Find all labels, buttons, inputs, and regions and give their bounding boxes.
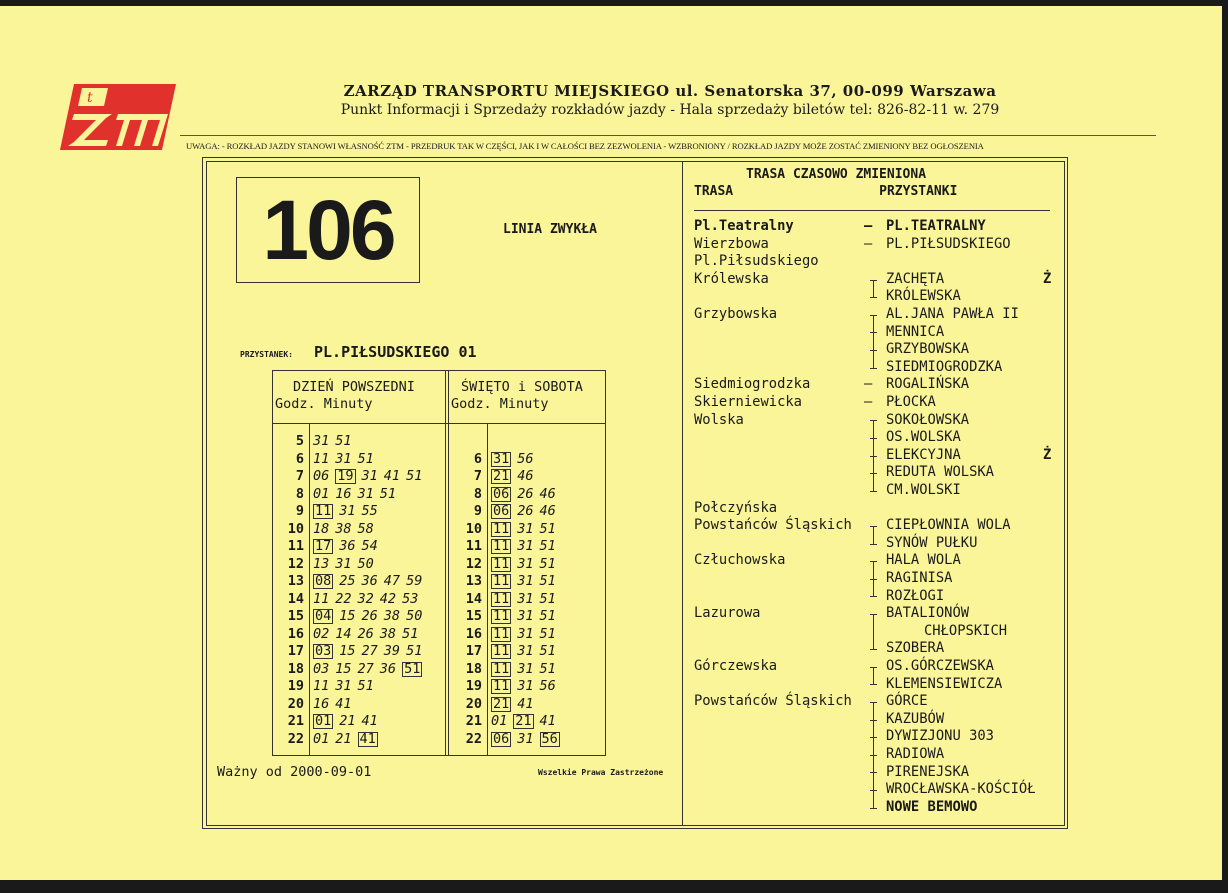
timetable-sheet [0, 6, 1222, 880]
low-floor-minute: 19 [337, 468, 354, 484]
route-stop: NOWE BEMOWO [886, 798, 978, 815]
minute: 38 [335, 520, 352, 537]
minute: 41 [539, 713, 556, 729]
minute: 38 [383, 608, 401, 624]
timetable-row [273, 433, 428, 451]
minute: 31 [517, 520, 534, 537]
minute: 31 [517, 678, 534, 694]
route-bracket [873, 280, 874, 298]
route-street: Powstańców Śląskich [694, 517, 852, 534]
valid-from: Ważny od 2000-09-01 [217, 764, 372, 780]
minute: 46 [517, 468, 534, 484]
bracket-tick [870, 297, 877, 298]
bracket-tick [870, 649, 877, 650]
hour: 19 [287, 678, 304, 694]
minute: 36 [361, 573, 378, 589]
minute: 42 [379, 590, 397, 607]
on-request-flag: Ż [1043, 270, 1052, 287]
minute: 26 [517, 485, 534, 502]
weekday-header [275, 379, 415, 413]
minute: 31 [335, 555, 352, 572]
minute: 51 [539, 538, 556, 554]
minute: 41 [361, 713, 378, 729]
minute: 06 [313, 468, 330, 484]
header-rule [180, 135, 1156, 136]
weekday-title: DZIEŃ POWSZEDNI [293, 379, 415, 395]
route-street: Górczewska [694, 658, 778, 674]
timetable-row [451, 503, 566, 521]
holiday-subtitle: Godz. Minuty [451, 396, 549, 412]
route-header-left-top: TRASA CZASOWO [746, 167, 848, 182]
route-dash: – [864, 235, 873, 252]
minute: 51 [406, 643, 423, 659]
route-stop: OS.WOLSKA [886, 429, 961, 446]
minute: 02 [313, 625, 330, 642]
minute: 31 [335, 450, 352, 467]
minute: 38 [379, 625, 397, 642]
hour: 15 [465, 608, 482, 624]
minute: 31 [517, 608, 534, 624]
departure-table [272, 370, 606, 756]
timetable-row [273, 521, 428, 539]
minute: 31 [517, 660, 534, 677]
header-title: ZARZĄD TRANSPORTU MIEJSKIEGO ul. Senatorska 37, 00-099 Warszawa [343, 82, 997, 100]
timetable-row [273, 538, 428, 556]
holiday-header [451, 379, 583, 413]
minute: 03 [313, 660, 330, 677]
route-header [694, 166, 957, 200]
minute: 55 [361, 503, 378, 519]
timetable-row [273, 468, 428, 486]
timetable-row [273, 486, 428, 504]
minute: 46 [539, 485, 556, 502]
minute: 18 [313, 520, 330, 537]
header-subtitle: Punkt Informacji i Sprzedaży rozkładów jazdy - Hala sprzedaży biletów tel: 826-82-11 w. 279 [340, 102, 1000, 118]
minute: 11 [313, 590, 330, 607]
minute: 21 [339, 713, 356, 729]
minute: 14 [335, 625, 352, 642]
timetable-row [273, 626, 428, 644]
route-street: Połczyńska [694, 499, 778, 516]
timetable-row [273, 696, 428, 714]
timetable-row [451, 573, 566, 591]
bracket-tick [870, 596, 877, 597]
hour: 21 [287, 713, 304, 729]
timetable-row [451, 468, 566, 486]
minute: 51 [335, 433, 352, 449]
hour: 20 [287, 695, 304, 712]
hour: 5 [295, 433, 304, 449]
route-stop: ROGALIŃSKA [886, 376, 970, 393]
low-floor-minute: 41 [359, 730, 376, 747]
timetable-row [451, 538, 566, 556]
route-stop: SYNÓW PUŁKU [886, 534, 978, 551]
hour: 7 [295, 468, 304, 484]
minute: 51 [539, 608, 556, 624]
minute: 36 [339, 538, 356, 554]
minute: 16 [313, 695, 330, 712]
minute: 59 [406, 573, 423, 589]
minute: 22 [335, 590, 352, 607]
route-bracket [873, 614, 874, 649]
hour: 12 [465, 555, 482, 572]
minute: 31 [517, 555, 534, 572]
hour: 17 [287, 643, 304, 659]
bracket-tick [870, 544, 877, 545]
minute: 51 [539, 555, 556, 572]
weekday-subtitle: Godz. Minuty [275, 396, 373, 412]
low-floor-minute: 03 [315, 643, 332, 659]
weekday-column [273, 433, 428, 748]
timetable-row [273, 643, 428, 661]
timetable-row [273, 608, 428, 626]
low-floor-minute: 11 [493, 643, 510, 659]
minute: 39 [383, 643, 401, 659]
hour: 12 [287, 555, 304, 572]
minute: 25 [339, 573, 356, 589]
minute: 51 [539, 660, 556, 677]
minute: 27 [361, 643, 378, 659]
timetable-row [451, 626, 566, 644]
bracket-tick [870, 491, 877, 492]
timetable-row [273, 503, 428, 521]
timetable-row [451, 643, 566, 661]
minute: 31 [357, 485, 374, 502]
route-stop: PIRENEJSKA [886, 763, 970, 780]
table-divider [445, 371, 446, 755]
on-request-flag: Ż [1043, 446, 1052, 463]
route-street: Skierniewicka [694, 394, 802, 410]
route-header-left: TRASA [694, 184, 734, 199]
minute: 26 [357, 625, 374, 642]
route-stop: CIEPŁOWNIA WOLA [886, 517, 1011, 534]
hour: 15 [287, 608, 304, 624]
minute: 01 [313, 730, 330, 747]
minute: 11 [313, 678, 330, 694]
holiday-column [451, 451, 566, 749]
ztm-logo [60, 84, 176, 150]
bracket-tick [870, 368, 877, 369]
hour: 14 [287, 590, 304, 607]
low-floor-minute: 11 [493, 590, 510, 607]
route-stop: RADIOWA [886, 746, 945, 762]
minute: 31 [517, 538, 534, 554]
route-header-rule [694, 210, 1050, 211]
hour: 10 [287, 520, 304, 537]
low-floor-minute: 11 [493, 678, 510, 694]
route-stop: AL.JANA PAWŁA II [886, 306, 1019, 322]
hour: 7 [473, 468, 482, 484]
timetable-row [451, 451, 566, 469]
route-stop: PL.TEATRALNY [886, 218, 986, 234]
minute: 26 [361, 608, 378, 624]
minute: 54 [361, 538, 378, 554]
route-stop: GRZYBOWSKA [886, 341, 970, 358]
timetable-row [273, 556, 428, 574]
route-stop: CHŁOPSKICH [924, 622, 1008, 639]
route-header-right: PRZYSTANKI [879, 184, 958, 199]
minute: 31 [339, 503, 356, 519]
low-floor-minute: 08 [315, 573, 332, 589]
route-street: Powstańców Śląskich [694, 693, 852, 710]
hour: 13 [465, 573, 482, 589]
minute: 31 [517, 573, 534, 589]
minute: 31 [517, 730, 534, 747]
route-bracket [873, 561, 874, 596]
timetable-row [451, 486, 566, 504]
route-street: Królewska [694, 270, 769, 287]
route-stop: KLEMENSIEWICZA [886, 675, 1003, 692]
hour: 6 [295, 450, 304, 467]
timetable-row [451, 713, 566, 731]
route-bracket [873, 667, 874, 685]
minute: 01 [313, 485, 330, 502]
minute: 15 [335, 660, 352, 677]
minute: 51 [357, 678, 374, 694]
minute: 15 [339, 643, 356, 659]
low-floor-minute: 11 [493, 520, 510, 537]
hour: 19 [465, 678, 482, 694]
low-floor-minute: 51 [404, 660, 421, 677]
low-floor-minute: 56 [541, 730, 558, 747]
minute: 58 [357, 520, 374, 537]
minute: 16 [335, 485, 352, 502]
route-stop: PL.PIŁSUDSKIEGO [886, 235, 1011, 252]
minute: 56 [517, 450, 534, 467]
table-header-rule [273, 423, 605, 424]
route-header-right-top: ZMIENIONA [855, 167, 927, 182]
route-stop: REDUTA WOLSKA [886, 464, 994, 481]
route-stop: SIEDMIOGRODZKA [886, 358, 1003, 375]
minute: 51 [539, 590, 556, 607]
minute: 31 [361, 468, 378, 484]
holiday-title: ŚWIĘTO i SOBOTA [461, 379, 583, 395]
low-floor-minute: 06 [493, 503, 510, 519]
minute: 41 [335, 695, 352, 712]
timetable-row [273, 573, 428, 591]
route-street: Wierzbowa [694, 235, 769, 252]
minute: 56 [539, 678, 556, 694]
route-stop: KAZUBÓW [886, 710, 945, 727]
hour: 16 [465, 625, 482, 642]
stop-name: PL.PIŁSUDSKIEGO 01 [314, 343, 477, 361]
hour: 22 [287, 730, 304, 747]
route-stop: ROZŁOGI [886, 587, 945, 604]
minute: 31 [313, 433, 330, 449]
hour: 18 [287, 660, 304, 677]
minute: 31 [517, 625, 534, 642]
route-dash: – [864, 376, 873, 393]
route-stop: HALA WOLA [886, 552, 961, 569]
route-street: Pl.Piłsudskiego [694, 253, 819, 270]
table-divider [448, 371, 449, 755]
route-stop: PŁOCKA [886, 394, 936, 410]
route-stop: OS.GÓRCZEWSKA [886, 658, 994, 674]
route-street: Człuchowska [694, 552, 786, 569]
timetable-row [451, 731, 566, 749]
minute: 31 [517, 590, 534, 607]
hour: 17 [465, 643, 482, 659]
route-stop: CM.WOLSKI [886, 482, 961, 498]
low-floor-minute: 06 [493, 730, 510, 747]
low-floor-minute: 11 [493, 555, 510, 572]
minute: 26 [517, 503, 534, 519]
hour: 20 [465, 695, 482, 712]
bracket-tick [870, 684, 877, 685]
timetable-row [273, 713, 428, 731]
timetable-row [451, 661, 566, 679]
route-bracket [873, 526, 874, 544]
minute: 36 [379, 660, 397, 677]
low-floor-minute: 04 [315, 608, 332, 624]
minute: 51 [406, 468, 423, 484]
low-floor-minute: 11 [315, 503, 332, 519]
hour: 8 [473, 485, 482, 502]
timetable-row [273, 678, 428, 696]
low-floor-minute: 11 [493, 538, 510, 554]
minute: 47 [383, 573, 401, 589]
route-bracket [873, 315, 874, 368]
route-stop: ELEKCYJNA [886, 446, 961, 463]
timetable-row [273, 731, 428, 749]
low-floor-minute: 21 [493, 695, 510, 712]
timetable-row [451, 556, 566, 574]
route-stop: SOKOŁOWSKA [886, 411, 970, 428]
low-floor-minute: 21 [493, 468, 510, 484]
minute: 15 [339, 608, 356, 624]
svg-text:t: t [87, 90, 93, 106]
route-stop: MENNICA [886, 323, 945, 340]
minute: 51 [539, 625, 556, 642]
panel-divider [682, 161, 683, 825]
timetable-row [273, 661, 428, 679]
route-stop: KRÓLEWSKA [886, 288, 961, 305]
route-street: Wolska [694, 411, 744, 428]
hour: 11 [465, 538, 482, 554]
hour: 10 [465, 520, 482, 537]
route-bracket [873, 702, 874, 808]
route-stop: GÓRCE [886, 693, 928, 710]
route-dash: – [864, 218, 873, 234]
minute: 51 [379, 485, 397, 502]
low-floor-minute: 11 [493, 608, 510, 624]
minute: 53 [402, 590, 419, 607]
minute: 50 [357, 555, 374, 572]
low-floor-minute: 01 [315, 713, 332, 729]
low-floor-minute: 11 [493, 573, 510, 589]
route-stop: BATALIONÓW [886, 605, 970, 622]
hour: 22 [465, 730, 482, 747]
timetable-row [273, 451, 428, 469]
minute: 51 [402, 625, 419, 642]
timetable-row [451, 696, 566, 714]
line-number: 106 [236, 177, 420, 283]
minute: 51 [357, 450, 374, 467]
low-floor-minute: 31 [493, 450, 510, 467]
minute: 27 [357, 660, 374, 677]
minute: 01 [491, 713, 508, 729]
minute: 32 [357, 590, 374, 607]
timetable-row [451, 608, 566, 626]
route-street: Grzybowska [694, 306, 778, 322]
hour: 8 [295, 485, 304, 502]
minute: 50 [406, 608, 423, 624]
hour: 14 [465, 590, 482, 607]
low-floor-minute: 06 [493, 485, 510, 502]
route-stop: DYWIZJONU 303 [886, 728, 994, 745]
hour: 16 [287, 625, 304, 642]
minute: 21 [335, 730, 352, 747]
timetable-row [451, 591, 566, 609]
route-stop: RAGINISA [886, 570, 953, 586]
hour: 9 [473, 503, 482, 519]
route-bracket [873, 420, 874, 490]
route-stop: WROCŁAWSKA-KOŚCIÓŁ [886, 781, 1036, 798]
route-street: Siedmiogrodzka [694, 376, 811, 393]
minute: 51 [539, 520, 556, 537]
minute: 11 [313, 450, 330, 467]
low-floor-minute: 11 [493, 625, 510, 642]
minute: 13 [313, 555, 330, 572]
hour: 6 [473, 450, 482, 467]
route-street: Lazurowa [694, 605, 761, 622]
route-dash: – [864, 394, 873, 410]
hour: 9 [295, 503, 304, 519]
minute: 31 [335, 678, 352, 694]
minute: 46 [539, 503, 556, 519]
minute: 31 [517, 643, 534, 659]
route-stop: SZOBERA [886, 640, 945, 657]
timetable-row [451, 678, 566, 696]
copyright-notice: UWAGA: - ROZKŁAD JAZDY STANOWI WŁASNOŚĆ ZTM - PRZEDRUK TAK W CZĘŚCI, JAK I W CAŁOŚCI BEZ ZEZWOLENIA - WZBRONIONY / ROZKŁAD JAZDY MOŻE ZOSTAĆ ZMIENIONY BEZ OGŁOSZENIA [186, 141, 984, 151]
hour: 11 [287, 538, 304, 554]
timetable-row [451, 521, 566, 539]
minute: 41 [383, 468, 401, 484]
line-type: LINIA ZWYKŁA [503, 222, 597, 237]
low-floor-minute: 11 [493, 660, 510, 677]
low-floor-minute: 21 [515, 713, 532, 729]
route-stop: ZACHĘTA [886, 270, 945, 287]
minute: 41 [517, 695, 534, 712]
timetable-row [273, 591, 428, 609]
minute: 51 [539, 643, 556, 659]
low-floor-minute: 17 [315, 538, 332, 554]
hour: 21 [465, 713, 482, 729]
bracket-tick [870, 808, 877, 809]
hour: 13 [287, 573, 304, 589]
rights-note: Wszelkie Prawa Zastrzeżone [538, 768, 664, 777]
stop-label: PRZYSTANEK: [240, 350, 293, 359]
minute: 51 [539, 573, 556, 589]
hour: 18 [465, 660, 482, 677]
route-street: Pl.Teatralny [694, 218, 794, 234]
